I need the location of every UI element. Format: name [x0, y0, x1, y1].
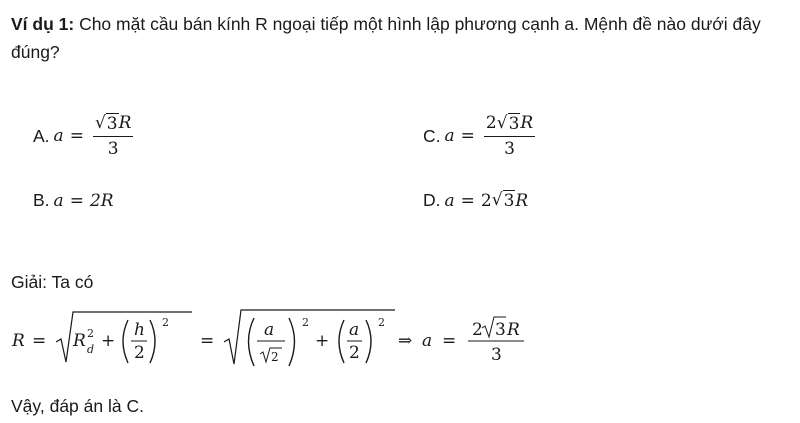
option-b-var: a	[53, 190, 64, 211]
formula-plus2: +	[315, 331, 330, 351]
option-d: D. a = 2 √ 3 R	[423, 190, 529, 211]
option-c-sqrt-arg: 3	[508, 114, 520, 134]
option-d-label: D.	[423, 190, 441, 210]
option-a-eq: =	[69, 126, 84, 146]
question-label: Ví dụ 1:	[11, 14, 75, 34]
formula-eq1: =	[32, 331, 47, 351]
formula-R: R	[73, 331, 86, 351]
formula-exp1: 2	[162, 316, 169, 329]
option-b-label: B.	[33, 190, 50, 210]
formula-h-den: 2	[134, 343, 145, 363]
question-text	[11, 10, 796, 66]
formula-eq3: =	[442, 331, 457, 351]
option-b	[33, 190, 114, 211]
formula-a1: a	[264, 320, 275, 340]
option-c-label: C.	[423, 125, 441, 146]
option-a	[33, 113, 136, 159]
formula-h: h	[134, 320, 145, 340]
option-d-coef: 2	[480, 190, 492, 211]
option-c-num-var: R	[520, 113, 534, 133]
formula-R-sub: d	[87, 343, 95, 356]
option-d-var: a	[444, 190, 455, 211]
option-a-sqrt-arg: 3	[106, 114, 118, 134]
formula-R-sup: 2	[87, 327, 94, 340]
formula-a2-den: 2	[349, 343, 360, 363]
formula-plus1: +	[101, 331, 116, 351]
option-a-fraction: √ 3 R 3	[94, 113, 132, 159]
formula-sqrt2: 2	[271, 350, 279, 364]
formula-rhs-R: R	[507, 320, 520, 340]
formula-exp2: 2	[302, 316, 309, 329]
option-c-den: 3	[504, 139, 515, 159]
solution-formula	[10, 306, 530, 370]
option-a-label: A.	[33, 125, 50, 146]
formula-rhs-den: 3	[491, 345, 502, 365]
option-d-tail: R	[515, 190, 529, 211]
option-c-eq: =	[460, 126, 475, 146]
option-b-expr: 2R	[89, 190, 114, 211]
question-body: Cho mặt cầu bán kính R ngoại tiếp một hình lập phương cạnh a. Mệnh đề nào dưới đây đúng?	[11, 14, 761, 62]
formula-lhs: R	[12, 331, 25, 351]
option-a-den: 3	[107, 139, 119, 159]
option-d-eq: =	[460, 190, 475, 211]
solution-conclusion: Vậy, đáp án là C.	[11, 396, 144, 416]
option-a-var: a	[53, 126, 64, 146]
solution-intro: Giải: Ta có	[11, 272, 94, 292]
formula-rhs-var: a	[422, 331, 433, 351]
option-c-fraction: 2 √ 3 R 3	[485, 113, 534, 159]
option-a-num-var: R	[118, 113, 132, 133]
formula-exp3: 2	[378, 316, 385, 329]
option-b-eq: =	[69, 190, 84, 211]
formula-rhs-coef: 2	[472, 320, 483, 340]
formula-implies: ⇒	[398, 331, 413, 351]
formula-a2: a	[349, 320, 360, 340]
option-c-num-coef: 2	[485, 113, 497, 133]
option-c	[423, 113, 538, 159]
option-c-var: a	[444, 126, 455, 146]
option-d-sqrt-arg: 3	[503, 191, 515, 211]
formula-rhs-sqrt: 3	[495, 320, 506, 340]
formula-eq2: =	[200, 331, 215, 351]
